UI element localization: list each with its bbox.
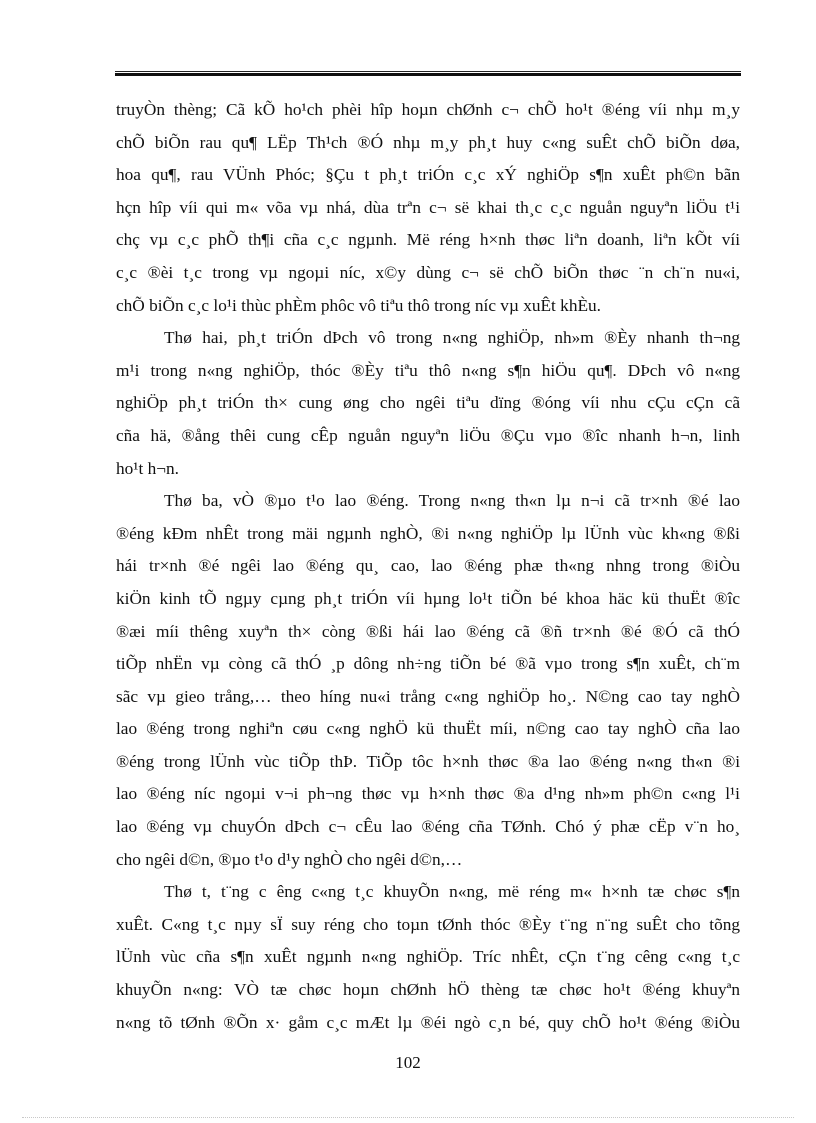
body-text [116, 94, 740, 1039]
text-line: cña hä, ®ång thêi cung cÊp nguån nguyªn liÖu ®Çu vµo ®îc nhanh h¬n, linh [116, 425, 740, 445]
text-line: lao ®éng trong nghiªn cøu c«ng nghÖ kü thuËt míi, n©ng cao tay nghÒ cña lao [116, 719, 740, 739]
text-line: tiÕp nhËn vµ còng cã thÓ ¸p dông nh÷ng tiÕn bé ®ã vµo trong s¶n xuÊt, ch¨m [116, 654, 740, 674]
text-line: hái tr×nh ®é ngêi lao ®éng qu¸ cao, lao ®éng phæ th«ng nhng trong ®iÒu [116, 556, 740, 576]
text-line: xuÊt. C«ng t¸c nµy sÏ suy réng cho toµn tØnh thóc ®Èy t¨ng n¨ng suÊt cho tõng [116, 914, 740, 934]
paragraph-3 [116, 485, 740, 876]
text-line: ®æi míi thêng xuyªn th× còng ®ßi hái lao ®éng cã ®ñ tr×nh ®é ®Ó cã thÓ [116, 621, 740, 641]
paragraph-1 [116, 94, 740, 322]
text-line: Thø t, t¨ng c êng c«ng t¸c khuyÕn n«ng, më réng m« h×nh tæ chøc s¶n [164, 882, 740, 902]
text-line: Thø ba, vÒ ®µo t¹o lao ®éng. Trong n«ng th«n lµ n¬i cã tr×nh ®é lao [164, 491, 740, 511]
text-line: chç vµ c¸c phÕ th¶i cña c¸c ngµnh. Më réng h×nh thøc liªn doanh, liªn kÕt víi [116, 230, 740, 250]
text-line: ®éng trong lÜnh vùc tiÕp thÞ. TiÕp tôc h×nh thøc ®a lao ®éng n«ng th«n ®i [116, 751, 740, 771]
paragraph-4 [116, 876, 740, 1039]
text-line: chÕ biÕn c¸c lo¹i thùc phÈm phôc vô tiªu thô trong níc vµ xuÊt khÈu. [116, 295, 601, 315]
text-line: kiÖn kinh tÕ ngµy cµng ph¸t triÓn víi hµng lo¹t tiÕn bé khoa häc kü thuËt ®îc [116, 588, 740, 608]
text-line: truyÒn thèng; Cã kÕ ho¹ch phèi hîp hoµn chØnh c¬ chÕ ho¹t ®éng víi nhµ m¸y [116, 100, 740, 119]
text-line: nghiÖp ph¸t triÓn th× cung øng cho ngêi tiªu dïng ®óng víi nhu cÇu cÇn cã [116, 393, 740, 413]
header-rule-thin [115, 71, 741, 72]
page-number: 102 [395, 1053, 421, 1072]
text-line: hçn hîp víi qui m« võa vµ nhá, dùa trªn c¬ së khai th¸c c¸c nguån nguyªn liÖu t¹i [116, 197, 740, 217]
text-line: sãc vµ gieo trång,… theo híng nu«i trång c«ng nghiÖp ho¸. N©ng cao tay nghÒ [116, 686, 740, 706]
text-line: ®éng kÐm nhÊt trong mäi ngµnh nghÒ, ®i n«ng nghiÖp lµ lÜnh vùc kh«ng ®ßi [116, 523, 740, 543]
text-line: Thø hai, ph¸t triÓn dÞch vô trong n«ng nghiÖp, nh»m ®Èy nhanh th¬ng [164, 328, 740, 348]
text-line: cho ngêi d©n, ®µo t¹o d¹y nghÒ cho ngêi d©n,… [116, 849, 463, 869]
paragraph-2 [116, 322, 740, 485]
header-rule-thick [115, 73, 741, 76]
page-bottom-border [22, 1117, 794, 1118]
text-line: c¸c ®èi t¸c trong vµ ngoµi níc, x©y dùng c¬ së chÕ biÕn thøc ¨n ch¨n nu«i, [116, 262, 740, 282]
text-line: hoa qu¶, rau VÜnh Phóc; §Çu t ph¸t triÓn c¸c xÝ nghiÖp s¶n xuÊt ph©n bãn [116, 165, 740, 185]
text-line: khuyÕn n«ng: VÒ tæ chøc hoµn chØnh hÖ thèng tæ chøc ho¹t ®éng khuyªn [116, 980, 740, 1000]
text-line: lao ®éng níc ngoµi v¬i ph¬ng thøc vµ h×nh thøc ®a d¹ng nh»m ph©n c«ng l¹i [116, 784, 740, 804]
text-line: chÕ biÕn rau qu¶ LËp Th¹ch ®Ó nhµ m¸y ph¸t huy c«ng suÊt chÕ biÕn døa, [116, 132, 740, 152]
text-line: lao ®éng vµ chuyÓn dÞch c¬ cÊu lao ®éng cña TØnh. Chó ý phæ cËp v¨n ho¸ [116, 817, 740, 837]
text-line: lÜnh vùc cña s¶n xuÊt ngµnh n«ng nghiÖp. Tríc nhÊt, cÇn t¨ng cêng c«ng t¸c [116, 947, 740, 967]
text-line: n«ng tõ tØnh ®Õn x· gåm c¸c mÆt lµ ®éi ngò c¸n bé, quy chÕ ho¹t ®éng ®iÒu [116, 1012, 740, 1032]
text-line: ho¹t h¬n. [116, 458, 179, 478]
text-line: m¹i trong n«ng nghiÖp, thóc ®Èy tiªu thô n«ng s¶n hiÖu qu¶. DÞch vô n«ng [116, 360, 740, 380]
